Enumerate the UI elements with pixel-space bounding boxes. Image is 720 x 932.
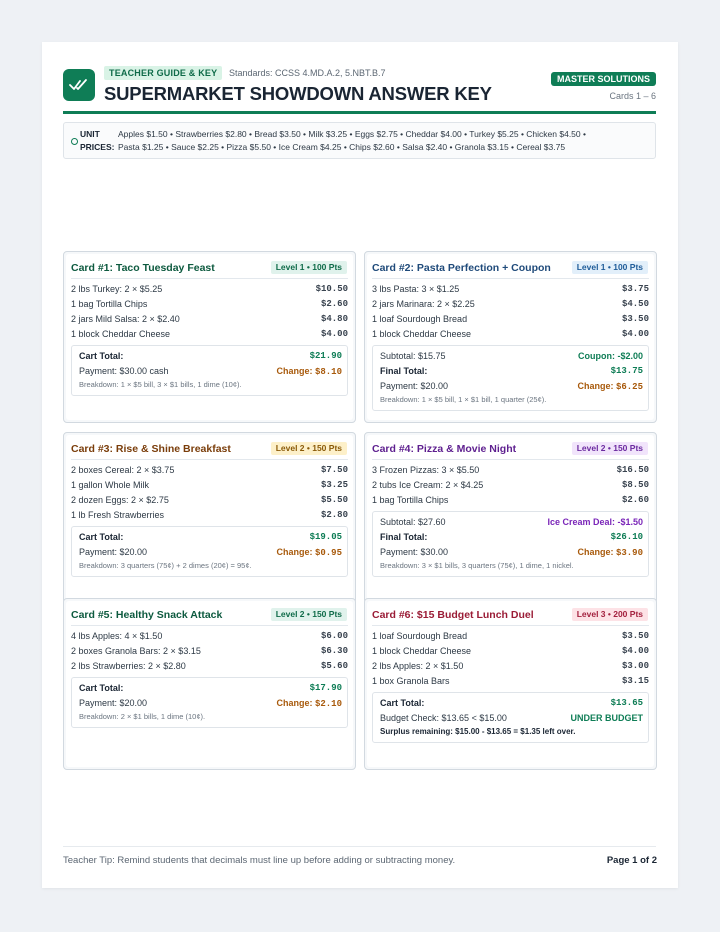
- list-item: 1 block Cheddar Cheese $4.00: [71, 329, 348, 339]
- breakdown-text: Breakdown: 1 × $5 bill, 3 × $1 bills, 1 dime (10¢).: [79, 380, 242, 389]
- logo: [63, 69, 95, 101]
- header-rule: [63, 111, 656, 114]
- unit-prices-label-1: UNIT: [80, 129, 100, 139]
- summary-box: [71, 345, 348, 396]
- summary-box: [372, 345, 649, 411]
- level-badge: Level 1 • 100 Pts: [572, 261, 648, 274]
- page-number: Page 1 of 2: [606, 855, 657, 866]
- list-item: 2 lbs Apples: 2 × $1.50 $3.00: [372, 661, 649, 671]
- breakdown-text: Breakdown: 3 × $1 bills, 3 quarters (75¢), 1 dime, 1 nickel.: [380, 561, 574, 570]
- list-item: 1 loaf Sourdough Bread $3.50: [372, 314, 649, 324]
- item-list: [372, 282, 649, 342]
- under-budget-label: UNDER BUDGET: [570, 713, 643, 723]
- list-item: 3 lbs Pasta: 3 × $1.25 $3.75: [372, 284, 649, 294]
- guide-badge: TEACHER GUIDE & KEY: [104, 66, 222, 80]
- payment-row: Payment: $30.00 cash Change: $8.10: [79, 366, 342, 377]
- card-title: Card #3: Rise & Shine Breakfast: [71, 443, 231, 455]
- item-list: [372, 463, 649, 508]
- card-title: Card #6: $15 Budget Lunch Duel: [372, 609, 534, 621]
- card-title: Card #2: Pasta Perfection + Coupon: [372, 262, 551, 274]
- unit-prices-box: [63, 122, 656, 159]
- summary-box: [372, 511, 649, 577]
- list-item: 2 jars Marinara: 2 × $2.25 $4.50: [372, 299, 649, 309]
- card-6: [364, 598, 657, 770]
- total-row: Final Total: $26.10: [380, 532, 643, 542]
- list-item: 2 jars Mild Salsa: 2 × $2.40 $4.80: [71, 314, 348, 324]
- list-item: 1 bag Tortilla Chips $2.60: [71, 299, 348, 309]
- total-row: Cart Total: $21.90: [79, 351, 342, 361]
- list-item: 1 loaf Sourdough Bread $3.50: [372, 631, 649, 641]
- breakdown-text: Breakdown: 2 × $1 bills, 1 dime (10¢).: [79, 712, 206, 721]
- level-badge: Level 2 • 150 Pts: [572, 442, 648, 455]
- list-item: 3 Frozen Pizzas: 3 × $5.50 $16.50: [372, 465, 649, 475]
- card-title: Card #5: Healthy Snack Attack: [71, 609, 223, 621]
- list-item: 1 box Granola Bars $3.15: [372, 676, 649, 686]
- unit-prices-line-2: Pasta $1.25 • Sauce $2.25 • Pizza $5.50 • Ice Cream $4.25 • Chips $2.60 • Salsa $2.40 • Granola $3.15 • Cereal $3.75: [118, 142, 566, 152]
- teacher-tip: Teacher Tip: Remind students that decimals must line up before adding or subtracting money.: [63, 855, 456, 866]
- card-divider: [71, 459, 348, 460]
- master-solutions-badge: MASTER SOLUTIONS: [551, 72, 656, 86]
- budget-check-row: Budget Check: $13.65 < $15.00 UNDER BUDGET: [380, 711, 643, 726]
- total-row: Cart Total: $19.05: [79, 532, 342, 542]
- payment-row: Payment: $20.00 Change: $6.25: [380, 381, 643, 392]
- level-badge: Level 2 • 150 Pts: [271, 608, 347, 621]
- summary-box: [372, 692, 649, 743]
- list-item: 4 lbs Apples: 4 × $1.50 $6.00: [71, 631, 348, 641]
- level-badge: Level 3 • 200 Pts: [572, 608, 648, 621]
- subtotal-row: Subtotal: $15.75 Coupon: -$2.00: [380, 351, 643, 361]
- double-check-icon: [69, 77, 89, 93]
- list-item: 2 lbs Turkey: 2 × $5.25 $10.50: [71, 284, 348, 294]
- unit-prices-label-2: PRICES:: [80, 142, 115, 152]
- page-title: SUPERMARKET SHOWDOWN ANSWER KEY: [104, 83, 492, 104]
- level-badge: Level 1 • 100 Pts: [271, 261, 347, 274]
- card-divider: [71, 278, 348, 279]
- item-list: [71, 463, 348, 523]
- breakdown-text: Breakdown: 3 quarters (75¢) + 2 dimes (20¢) = 95¢.: [79, 561, 252, 570]
- unit-prices-line-1: Apples $1.50 • Strawberries $2.80 • Bread $3.50 • Milk $3.25 • Eggs $2.75 • Cheddar $4.00 • Turkey $5.25 • Chicken $4.50 •: [118, 129, 586, 139]
- card-title: Card #1: Taco Tuesday Feast: [71, 262, 215, 274]
- item-list: [71, 282, 348, 342]
- list-item: 2 lbs Strawberries: 2 × $2.80 $5.60: [71, 661, 348, 671]
- list-item: 2 boxes Cereal: 2 × $3.75 $7.50: [71, 465, 348, 475]
- footer-rule: [63, 846, 656, 847]
- card-divider: [372, 459, 649, 460]
- list-item: 2 boxes Granola Bars: 2 × $3.15 $6.30: [71, 646, 348, 656]
- card-1: [63, 251, 356, 423]
- standards-label: Standards: CCSS 4.MD.A.2, 5.NBT.B.7: [229, 68, 386, 78]
- level-badge: Level 2 • 150 Pts: [271, 442, 347, 455]
- card-divider: [71, 625, 348, 626]
- summary-box: [71, 526, 348, 577]
- list-item: 2 tubs Ice Cream: 2 × $4.25 $8.50: [372, 480, 649, 490]
- surplus-text: Surplus remaining: $15.00 - $13.65 = $1.35 left over.: [380, 727, 576, 736]
- payment-row: Payment: $30.00 Change: $3.90: [380, 547, 643, 558]
- list-item: 1 block Cheddar Cheese $4.00: [372, 646, 649, 656]
- info-dot-icon: [71, 138, 78, 145]
- total-row: Final Total: $13.75: [380, 366, 643, 376]
- item-list: [372, 629, 649, 689]
- payment-row: Payment: $20.00 Change: $0.95: [79, 547, 342, 558]
- card-divider: [372, 625, 649, 626]
- total-row: Cart Total: $13.65: [380, 698, 643, 708]
- total-row: Cart Total: $17.90: [79, 683, 342, 693]
- list-item: 2 dozen Eggs: 2 × $2.75 $5.50: [71, 495, 348, 505]
- card-divider: [372, 278, 649, 279]
- card-5: [63, 598, 356, 770]
- list-item: 1 bag Tortilla Chips $2.60: [372, 495, 649, 505]
- payment-row: Payment: $20.00 Change: $2.10: [79, 698, 342, 709]
- summary-box: [71, 677, 348, 728]
- item-list: [71, 629, 348, 674]
- header: [63, 66, 656, 114]
- list-item: 1 block Cheddar Cheese $4.00: [372, 329, 649, 339]
- cards-range: Cards 1 – 6: [609, 91, 656, 101]
- worksheet-page: [42, 42, 678, 888]
- card-3: [63, 432, 356, 604]
- breakdown-text: Breakdown: 1 × $5 bill, 1 × $1 bill, 1 quarter (25¢).: [380, 395, 547, 404]
- subtotal-row: Subtotal: $27.60 Ice Cream Deal: -$1.50: [380, 517, 643, 527]
- card-4: [364, 432, 657, 604]
- list-item: 1 gallon Whole Milk $3.25: [71, 480, 348, 490]
- card-title: Card #4: Pizza & Movie Night: [372, 443, 517, 455]
- card-2: [364, 251, 657, 423]
- list-item: 1 lb Fresh Strawberries $2.80: [71, 510, 348, 520]
